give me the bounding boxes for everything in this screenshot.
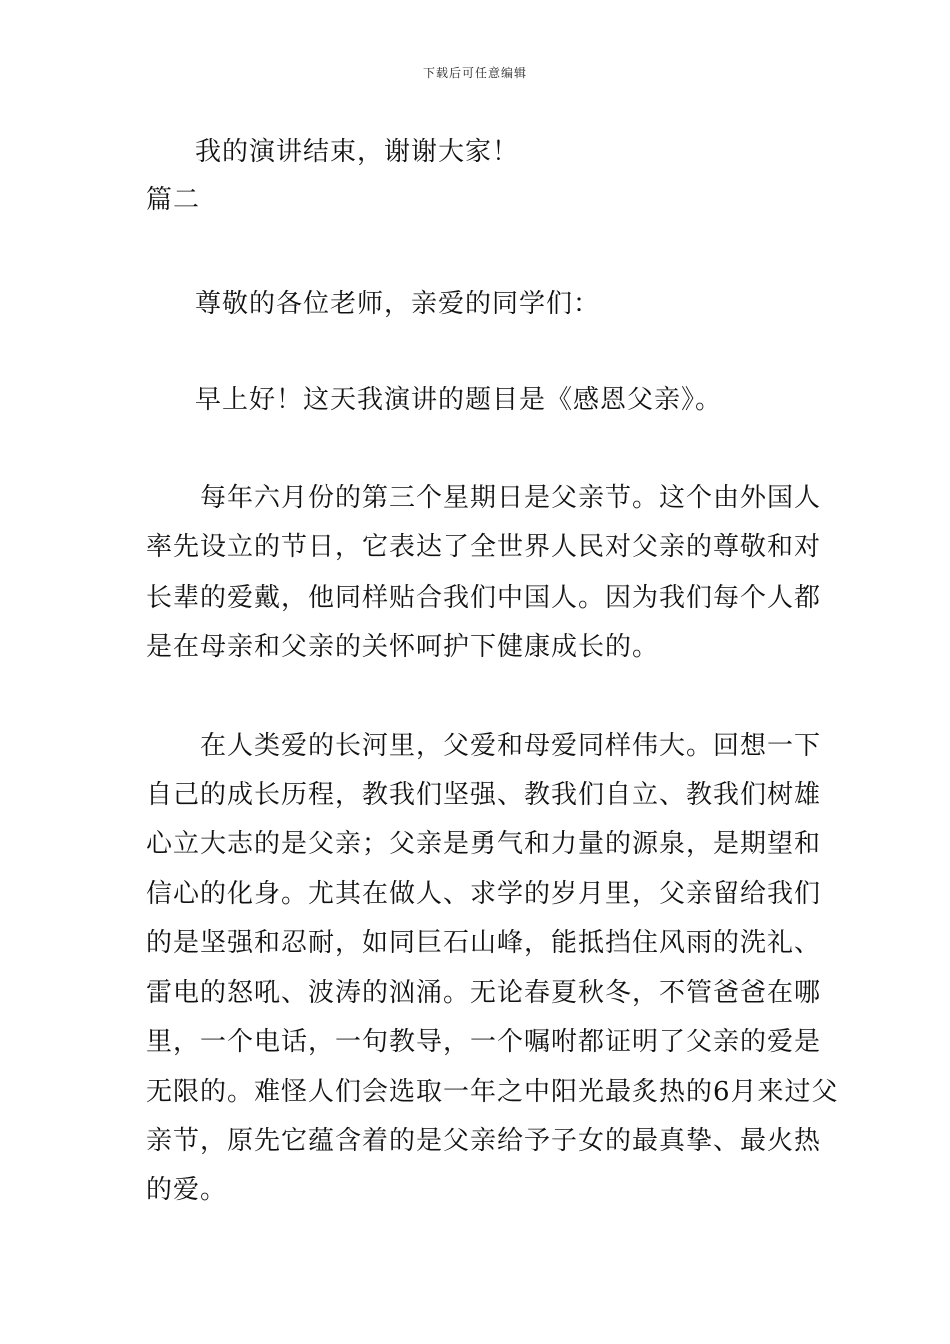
section-title: 篇二	[146, 185, 201, 215]
paragraph-line: 的是坚强和忍耐，如同巨石山峰，能抵挡住风雨的洗礼、	[146, 928, 822, 958]
paragraph-line: 率先设立的节日，它表达了全世界人民对父亲的尊敬和对	[146, 532, 822, 562]
greeting: 早上好！这天我演讲的题目是《感恩父亲》。	[195, 385, 723, 415]
paragraph-line: 无限的。难怪人们会选取一年之中阳光最炙热的6月来过父	[146, 1077, 839, 1107]
paragraph-line: 是在母亲和父亲的关怀呵护下健康成长的。	[146, 632, 660, 662]
paragraph-line: 自己的成长历程，教我们坚强、教我们自立、教我们树雄	[146, 780, 822, 810]
paragraph-line: 里，一个电话，一句教导，一个嘱咐都证明了父亲的爱是	[146, 1027, 822, 1057]
paragraph-line: 雷电的怒吼、波涛的汹涌。无论春夏秋冬，不管爸爸在哪	[146, 978, 822, 1008]
paragraph-line: 亲节，原先它蕴含着的是父亲给予子女的最真挚、最火热	[146, 1126, 822, 1156]
paragraph-line: 在人类爱的长河里，父爱和母爱同样伟大。回想一下	[200, 731, 822, 761]
page-header: 下载后可任意编辑	[422, 66, 527, 80]
paragraph-line: 的爱。	[146, 1175, 228, 1205]
paragraph-line: 每年六月份的第三个星期日是父亲节。这个由外国人	[200, 483, 822, 513]
paragraph-line: 信心的化身。尤其在做人、求学的岁月里，父亲留给我们	[146, 879, 822, 909]
paragraph-line: 心立大志的是父亲；父亲是勇气和力量的源泉，是期望和	[146, 829, 822, 859]
closing-line: 我的演讲结束，谢谢大家！	[195, 137, 520, 167]
salutation: 尊敬的各位老师，亲爱的同学们：	[195, 289, 601, 319]
paragraph-line: 长辈的爱戴，他同样贴合我们中国人。因为我们每个人都	[146, 583, 822, 613]
